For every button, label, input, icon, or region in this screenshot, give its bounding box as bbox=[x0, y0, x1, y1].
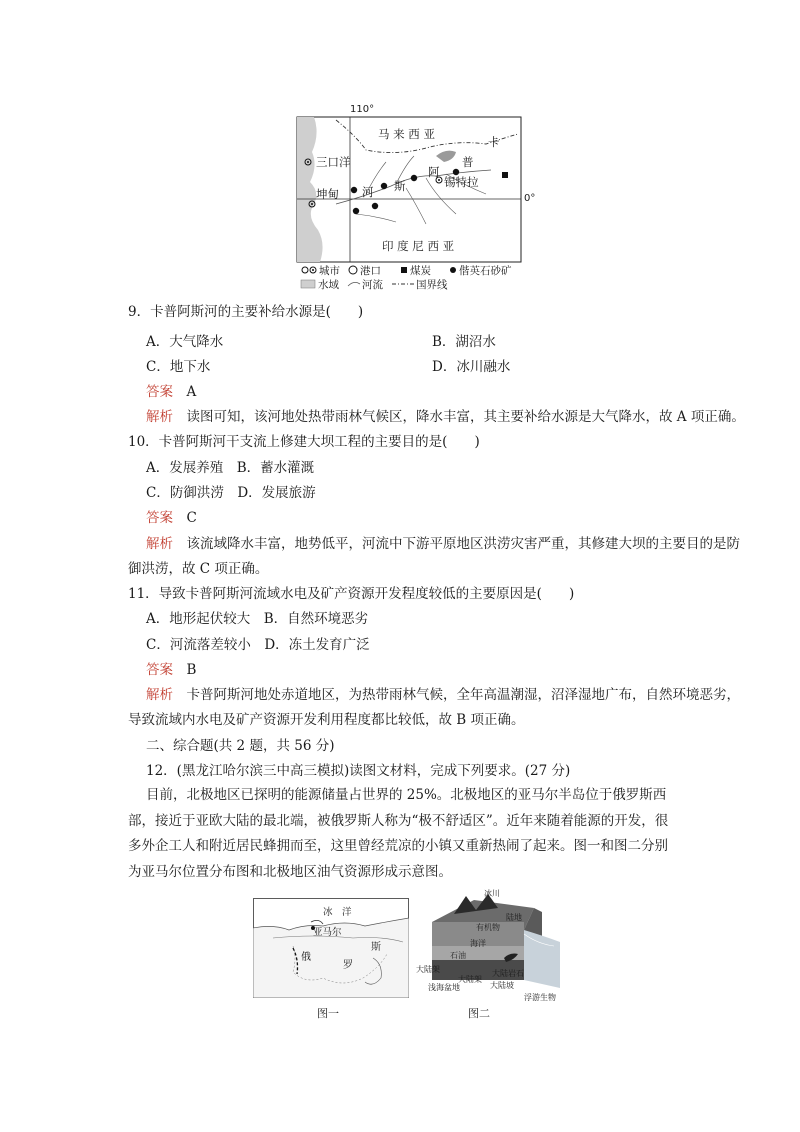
figure-1 bbox=[253, 898, 409, 998]
q11-analysis-2: 导致流域内水电及矿产资源开发利用程度都比较低，故 B 项正确。 bbox=[128, 712, 525, 728]
fig1-e-label: 俄 bbox=[301, 952, 311, 963]
map-label-he: 河 bbox=[362, 185, 374, 199]
q12-stem: 12．(黑龙江哈尔滨三中高三模拟)读图文材料，完成下列要求。(27 分) bbox=[146, 763, 571, 779]
answer-value: B bbox=[186, 662, 197, 678]
map-label-xiteila: 锡特拉 bbox=[444, 175, 479, 189]
analysis-label: 解析 bbox=[146, 687, 173, 703]
figure-2-caption: 图二 bbox=[468, 1007, 490, 1020]
fig2-label-glacier: 冰川 bbox=[484, 889, 500, 898]
analysis-text: 该流域降水丰富，地势低平，河流中下游平原地区洪涝灾害严重，其修建大坝的主要目的是防 bbox=[186, 536, 740, 552]
fig2-label-shelf-2: 大陆架 bbox=[458, 975, 482, 984]
q11-stem: 11．导致卡普阿斯河流域水电及矿产资源开发程度较低的主要原因是( ) bbox=[128, 586, 575, 602]
map-label-ka: 卡 bbox=[488, 135, 500, 149]
answer-label: 答案 bbox=[146, 510, 173, 526]
fig2-label-land: 陆地 bbox=[506, 913, 522, 922]
q9-analysis bbox=[146, 408, 745, 426]
legend-border: 国界线 bbox=[416, 279, 448, 291]
legend-city: 城市 bbox=[319, 265, 340, 277]
q10-options-cd: C．防御洪涝 D．发展旅游 bbox=[146, 485, 316, 501]
q11-answer bbox=[146, 661, 196, 679]
legend-coal: 煤炭 bbox=[410, 265, 431, 277]
map-label-sanmenyang: 三口洋 bbox=[316, 155, 351, 169]
q10-analysis-1 bbox=[146, 535, 740, 553]
map-label-malaysia: 马 来 西 亚 bbox=[378, 127, 435, 141]
fig1-luo-label: 罗 bbox=[343, 960, 353, 971]
q10-stem: 10．卡普阿斯河干支流上修建大坝工程的主要目的是( ) bbox=[128, 434, 480, 450]
legend-port: 港口 bbox=[360, 265, 381, 277]
q9-option-d: D．冰川融水 bbox=[432, 359, 511, 375]
section-heading: 二、综合题(共 2 题，共 56 分) bbox=[146, 738, 335, 754]
map-label-a: 阿 bbox=[428, 165, 440, 179]
figure-1-caption: 图一 bbox=[317, 1007, 339, 1020]
answer-label: 答案 bbox=[146, 662, 173, 678]
analysis-label: 解析 bbox=[146, 409, 173, 425]
q9-option-a: A．大气降水 bbox=[146, 334, 224, 350]
q10-answer bbox=[146, 509, 197, 527]
map-label-si: 斯 bbox=[394, 179, 406, 193]
analysis-text: 卡普阿斯河地处赤道地区，为热带雨林气候，全年高温潮湿，沼泽湿地广布，自然环境恶劣， bbox=[186, 687, 740, 703]
fig2-label-ocean: 海洋 bbox=[470, 939, 486, 948]
longitude-label: 110° bbox=[350, 104, 375, 115]
map-figure bbox=[296, 104, 536, 292]
q9-option-c: C．地下水 bbox=[146, 359, 211, 375]
answer-label: 答案 bbox=[146, 384, 173, 400]
legend-water: 水域 bbox=[318, 279, 339, 291]
legend-quartz: 偕英石砂矿 bbox=[459, 265, 512, 277]
q9-answer bbox=[146, 383, 196, 401]
fig1-yamal-label: 亚马尔 bbox=[313, 927, 342, 938]
fig2-label-shelf: 大陆架 bbox=[416, 965, 440, 974]
fig1-si-label: 斯 bbox=[371, 942, 381, 953]
fig2-label-organic: 有机物 bbox=[476, 923, 500, 932]
map-label-indonesia: 印 度 尼 西 亚 bbox=[382, 239, 455, 253]
q11-analysis-1 bbox=[146, 686, 740, 704]
q10-analysis-2: 御洪涝，故 C 项正确。 bbox=[128, 561, 269, 577]
q12-material: 目前，北极地区已探明的能源储量占世界的 25%。北极地区的亚马尔半岛位于俄罗斯西部，接近于亚欧大陆的最北端，被俄罗斯人称为“极不舒适区”。近年来随着能源的开发，很多外企工人和附近居民蜂拥而至，这里曾经荒凉的小镇又重新热闹了起来。图一和图二分别为亚马尔位置分布图和北极地区油气资源形成示意图。 bbox=[128, 787, 669, 880]
fig2-label-oil: 石油 bbox=[450, 951, 466, 960]
fig2-label-slope: 大陆坡 bbox=[490, 981, 514, 990]
answer-value: C bbox=[186, 510, 197, 526]
q11-options-ab: A．地形起伏较大 B．自然环境恶劣 bbox=[146, 611, 369, 627]
fig2-label-rock: 大陆岩石 bbox=[492, 969, 524, 978]
map-label-pu: 普 bbox=[462, 155, 474, 169]
answer-value: A bbox=[186, 384, 197, 400]
fig2-label-plankton: 浮游生物 bbox=[524, 993, 556, 1002]
q9-option-b: B．湖沼水 bbox=[432, 334, 496, 350]
q9-stem: 9．卡普阿斯河的主要补给水源是( ) bbox=[128, 304, 364, 320]
map-label-kunshao: 坤甸 bbox=[316, 187, 339, 201]
q11-options-cd: C．河流落差较小 D．冻土发育广泛 bbox=[146, 637, 370, 653]
fig2-label-basin: 浅海盆地 bbox=[428, 983, 460, 992]
analysis-label: 解析 bbox=[146, 536, 173, 552]
latitude-label: 0° bbox=[524, 193, 536, 204]
q10-options-ab: A．发展养殖 B．蓄水灌溉 bbox=[146, 460, 315, 476]
analysis-text: 读图可知，该河地处热带雨林气候区，降水丰富，其主要补给水源是大气降水，故 A 项正确。 bbox=[186, 409, 745, 425]
figure-2 bbox=[414, 888, 586, 1000]
legend-river: 河流 bbox=[362, 279, 383, 291]
fig1-ocean-label: 冰 洋 bbox=[323, 907, 352, 918]
